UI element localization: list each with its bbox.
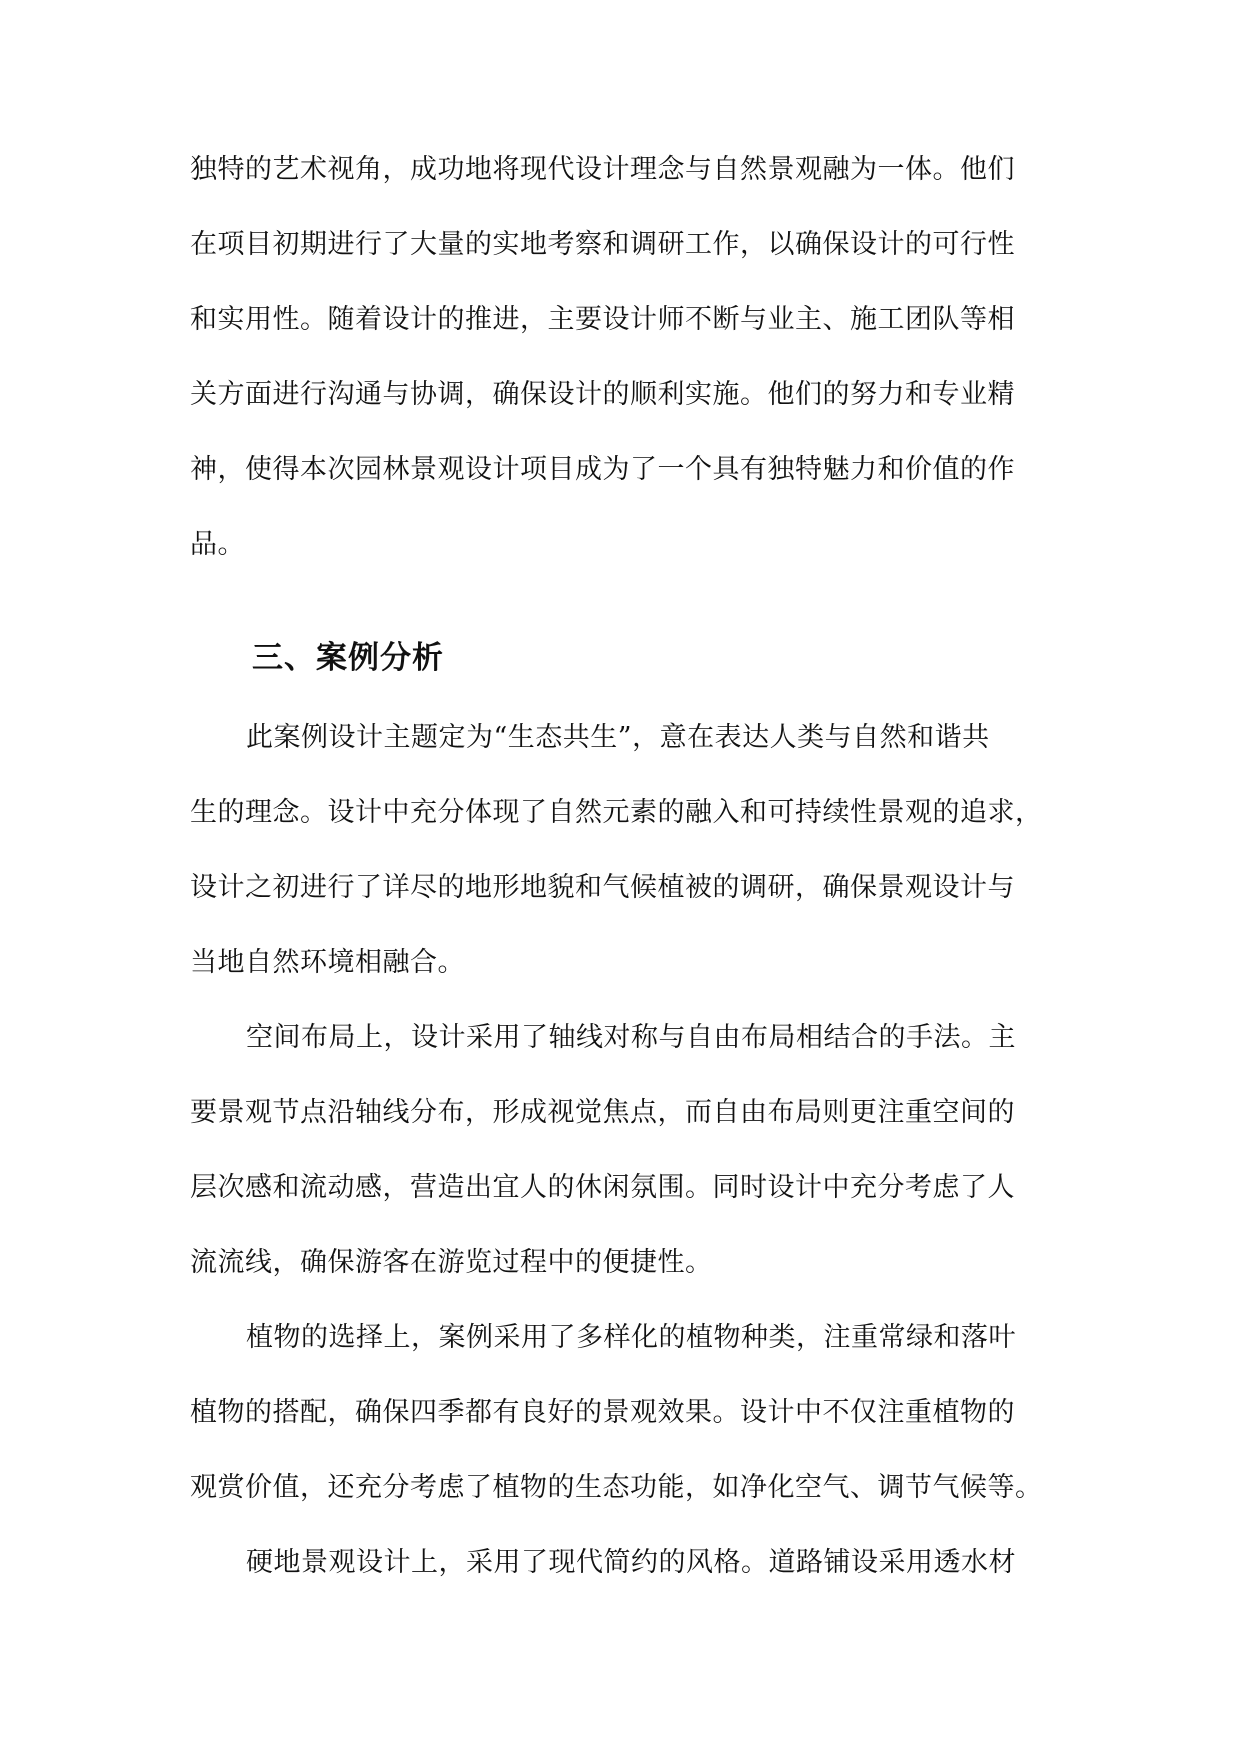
text-line: 要景观节点沿轴线分布，形成视觉焦点，而自由布局则更注重空间的 [190,1097,1015,1128]
section-heading: 三、案例分析 [252,640,444,676]
text-line: 独特的艺术视角，成功地将现代设计理念与自然景观融为一体。他们 [190,154,1015,185]
text-line: 流流线，确保游客在游览过程中的便捷性。 [190,1247,713,1278]
text-line: 植物的选择上，案例采用了多样化的植物种类，注重常绿和落叶 [246,1322,1016,1353]
text-line: 关方面进行沟通与协调，确保设计的顺利实施。他们的努力和专业精 [190,379,1015,410]
text-line: 设计之初进行了详尽的地形地貌和气候植被的调研，确保景观设计与 [190,872,1015,903]
text-line: 和实用性。随着设计的推进，主要设计师不断与业主、施工团队等相 [190,304,1015,335]
text-line: 植物的搭配，确保四季都有良好的景观效果。设计中不仅注重植物的 [190,1397,1015,1428]
text-line: 空间布局上，设计采用了轴线对称与自由布局相结合的手法。主 [246,1022,1016,1053]
text-line: 生的理念。设计中充分体现了自然元素的融入和可持续性景观的追求， [190,797,1043,828]
text-line: 层次感和流动感，营造出宜人的休闲氛围。同时设计中充分考虑了人 [190,1172,1015,1203]
text-line: 此案例设计主题定为“生态共生”，意在表达人类与自然和谐共 [246,722,990,753]
text-line: 在项目初期进行了大量的实地考察和调研工作，以确保设计的可行性 [190,229,1015,260]
text-line: 硬地景观设计上，采用了现代简约的风格。道路铺设采用透水材 [246,1547,1016,1578]
text-line: 当地自然环境相融合。 [190,947,465,978]
text-line: 神，使得本次园林景观设计项目成为了一个具有独特魅力和价值的作 [190,454,1015,485]
text-line: 观赏价值，还充分考虑了植物的生态功能，如净化空气、调节气候等。 [190,1472,1043,1503]
text-line: 品。 [190,529,245,560]
